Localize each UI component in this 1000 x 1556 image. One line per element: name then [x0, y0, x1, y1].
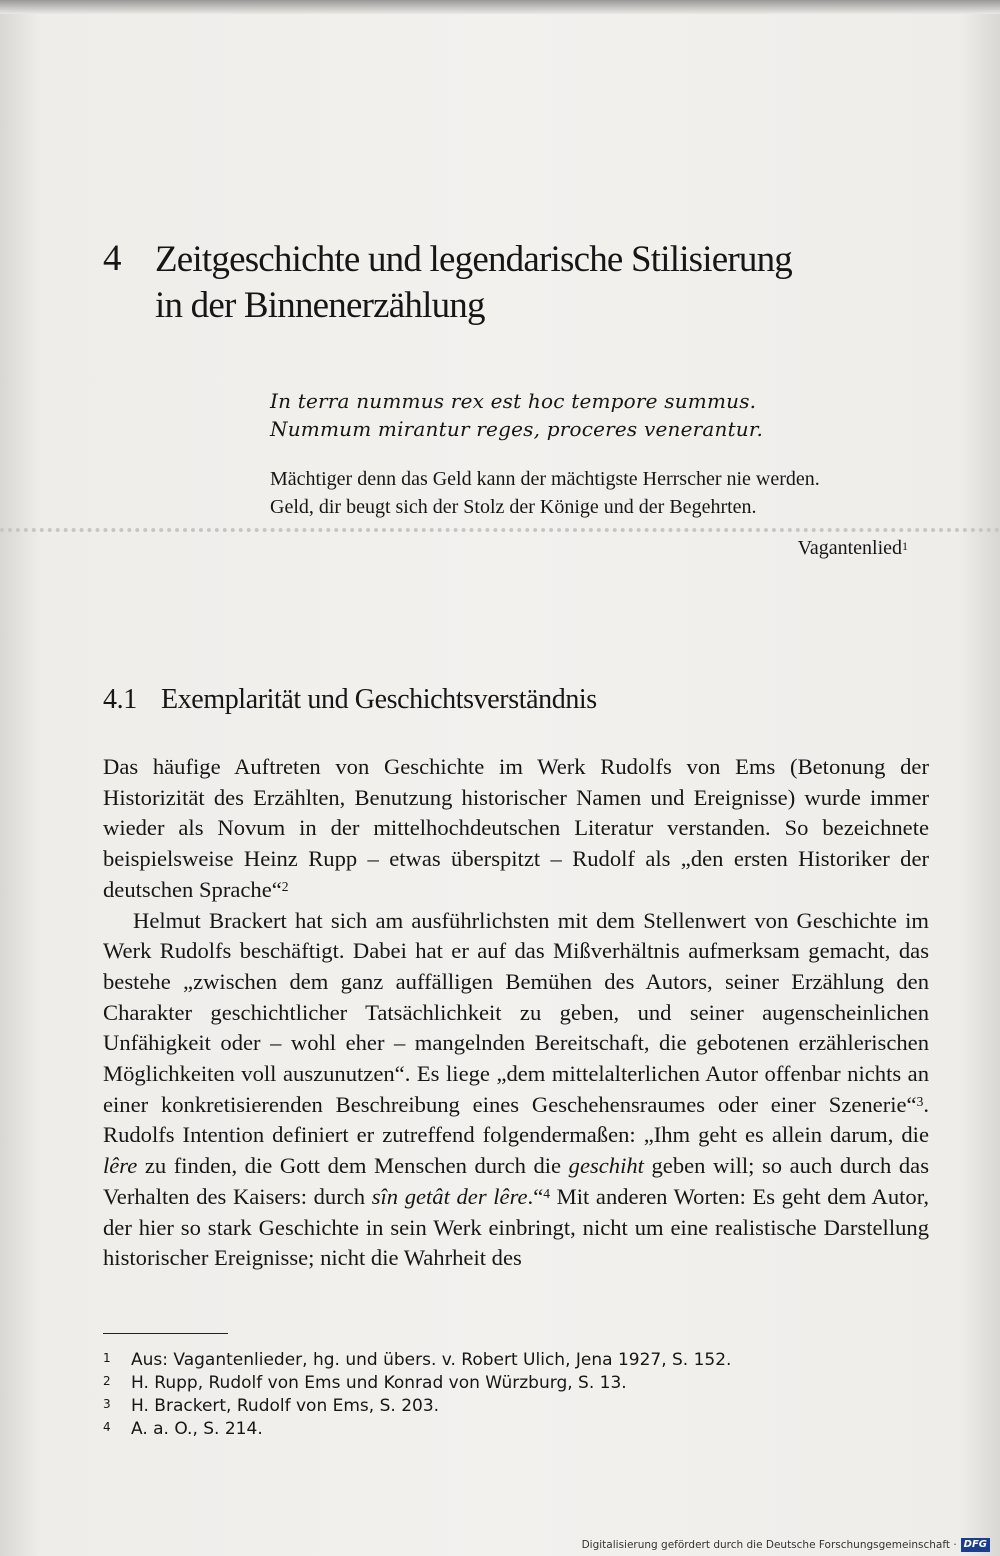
chapter-number: 4 — [103, 238, 121, 279]
section-title: Exemplarität und Geschichtsverständnis — [161, 684, 597, 715]
footnote-1: 1 Aus: Vagantenlieder, hg. und übers. v. Robert Ulich, Jena 1927, S. 152. — [103, 1350, 732, 1370]
digitization-notice: Digitalisierung gefördert durch die Deutsche Forschungsgemeinschaft · DFG — [582, 1538, 990, 1552]
footnotes — [103, 1349, 929, 1441]
epigraph-latin-line-2: Nummum mirantur reges, proceres venerantur. — [270, 417, 764, 441]
footnote-ref-4: 4 — [543, 1186, 551, 1202]
section-heading — [103, 682, 597, 718]
epigraph-source — [798, 534, 908, 562]
epigraph-source-name: Vagantenlied — [797, 537, 902, 559]
body-text — [103, 752, 929, 1274]
footnote-ref-2: 2 — [281, 879, 289, 895]
footnote-3: 3 H. Brackert, Rudolf von Ems, S. 203. — [103, 1396, 440, 1416]
footnote-ref-1: 1 — [902, 538, 908, 553]
epigraph-german — [270, 465, 820, 521]
chapter-title-line-2: in der Binnenerzählung — [155, 285, 485, 326]
epigraph-german-line-1: Mächtiger denn das Geld kann der mächtigste Herrscher nie werden. — [270, 468, 820, 490]
paragraph-1: Das häufige Auftreten von Geschichte im Werk Rudolfs von Ems (Betonung der Historizität des Erzählten, Benutzung historischer Namen und Ereignisse) wurde immer wieder als Novum in der mittelhochdeutschen Literatur verstanden. So bezeichnete beispielsweise Heinz Rupp – etwas überspitzt – Rudolf als „den ersten Historiker der deutschen Sprache“$^2$ — [103, 754, 929, 902]
dfg-logo: DFG — [961, 1538, 990, 1552]
scan-artifact-line — [0, 528, 1000, 532]
paragraph-2: Helmut Brackert hat sich am ausführlichsten mit dem Stellenwert von Geschichte im Werk Rudolfs beschäftigt. Dabei hat er auf das Mißverhältnis aufmerksam gemacht, das bestehe „zwischen dem ganz auffälligen Bemühen des Autors, seiner Erzählung den Charakter geschichtlicher Tatsächlichkeit zu geben, und seiner augenscheinlichen Unfähigkeit oder – wohl eher – mangelnden Bereitschaft, die gebotenen erzählerischen Möglichkeiten voll auszunutzen“. Es liege „dem mittelalterlichen Autor offenbar nichts an einer konkretisierenden Beschreibung eines Geschehensraumes oder einer Szenerie“$^3$. Rudolfs Intention definiert er zutreffend folgendermaßen: „Ihm geht es allein darum, die lêre zu finden, die Gott dem Menschen durch die geschiht geben will; so auch durch das Verhalten des Kaisers: durch sîn getât der lêre.“$^4$ Mit anderen Worten: Es geht dem Autor, der hier so stark Geschichte in sein Werk einbringt, nicht um eine realistische Darstellung historischer Ereignisse; nicht die Wahrheit des — [103, 907, 929, 1271]
chapter-title-line-1: Zeitgeschichte und legendarische Stilisierung — [155, 239, 792, 280]
epigraph-latin — [270, 387, 763, 443]
footnote-2: 2 H. Rupp, Rudolf von Ems und Konrad von Würzburg, S. 13. — [103, 1373, 627, 1393]
chapter-title — [155, 237, 915, 329]
epigraph-german-line-2: Geld, dir beugt sich der Stolz der Könige und der Begehrten. — [270, 496, 757, 518]
footnote-rule — [103, 1333, 228, 1334]
footnote-ref-3: 3 — [916, 1094, 924, 1110]
epigraph-latin-line-1: In terra nummus rex est hoc tempore summus. — [270, 389, 757, 413]
footnote-4: 4 A. a. O., S. 214. — [103, 1419, 263, 1439]
top-shadow — [0, 0, 1000, 14]
section-number: 4.1 — [103, 684, 137, 715]
